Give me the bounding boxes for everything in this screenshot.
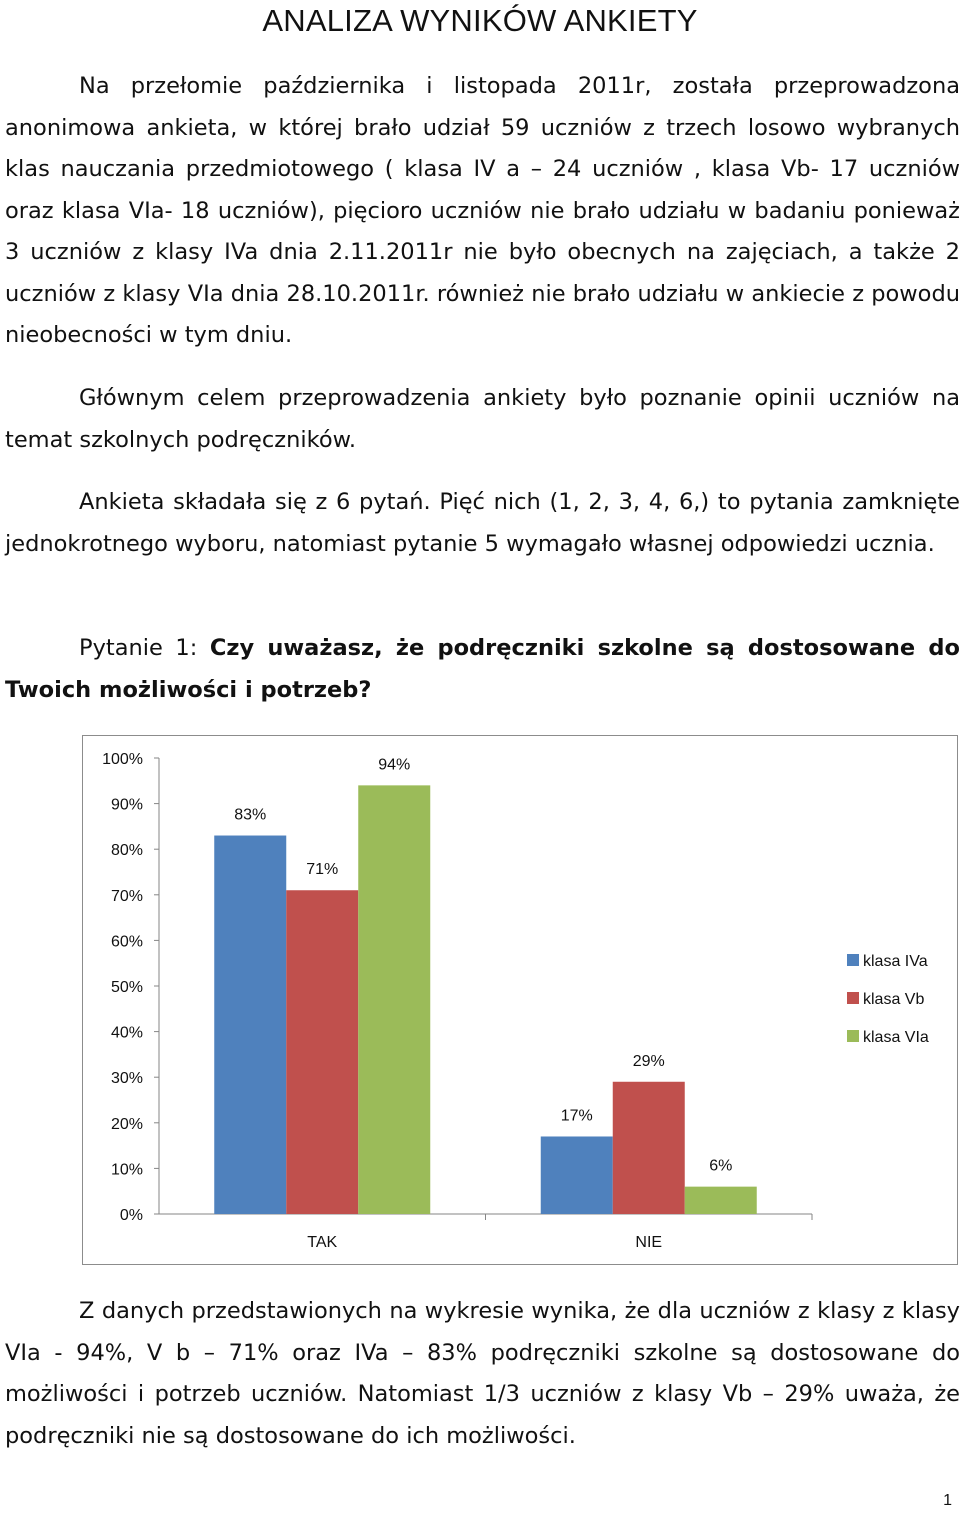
bar-nie-klasa-iva <box>541 1136 613 1214</box>
data-label: 29% <box>632 1052 665 1070</box>
y-tick-label: 40% <box>110 1024 143 1042</box>
question-1-label: Pytanie 1: <box>79 635 210 661</box>
y-tick-label: 90% <box>110 796 143 814</box>
y-tick-label: 100% <box>102 751 143 768</box>
y-tick-label: 80% <box>110 842 143 860</box>
conclusion-paragraph: Z danych przedstawionych na wykresie wynika, że dla uczniów z klasy z klasy VIa - 94%, V b – 71% oraz IVa – 83% podręczniki szkolne są dostosowane do możliwości i potrzeb uczniów. Natomiast 1/3 uczniów z klasy Vb – 29% uważa, że podręczniki nie są dostosowane do ich możliwości. <box>5 1298 960 1449</box>
legend-swatch <box>847 954 859 966</box>
intro-paragraph: Na przełomie października i listopada 2011r, została przeprowadzona anonimowa ankieta, w której brało udział 59 uczniów z trzech losowo wybranych klas nauczania przedmiotowego ( klasa IV a – 24 uczniów , klasa Vb- 17 uczniów oraz klasa VIa- 18 uczniów), pięcioro uczniów nie brało udziału w badaniu ponieważ 3 uczniów z klasy IVa dnia 2.11.2011r nie było obecnych na zajęciach, a także 2 uczniów z klasy VIa dnia 28.10.2011r. również nie brało udziału w ankiecie z powodu nieobecności w tym dniu. <box>5 73 960 348</box>
structure-paragraph: Ankieta składała się z 6 pytań. Pięć nich (1, 2, 3, 4, 6,) to pytania zamknięte jednokrotnego wyboru, natomiast pytanie 5 wymagało własnej odpowiedzi ucznia. <box>5 489 960 557</box>
x-category-label: TAK <box>307 1234 338 1251</box>
data-label: 71% <box>306 861 339 879</box>
y-tick-label: 70% <box>110 887 143 905</box>
data-label: 83% <box>234 806 267 824</box>
bar-chart <box>83 736 957 1264</box>
question-1-text: Czy uważasz, że podręczniki szkolne są dostosowane do Twoich możliwości i potrzeb? <box>5 635 960 703</box>
y-tick-label: 50% <box>110 979 143 996</box>
data-label: 94% <box>378 756 411 774</box>
legend-swatch <box>847 1030 859 1042</box>
data-label: 6% <box>709 1157 733 1175</box>
y-tick-label: 10% <box>110 1161 143 1179</box>
y-tick-label: 20% <box>110 1115 143 1133</box>
bar-nie-klasa-vb <box>613 1082 685 1214</box>
chart-frame <box>82 735 958 1265</box>
legend-label: klasa VIa <box>863 1029 929 1046</box>
y-tick-label: 30% <box>110 1070 143 1088</box>
page-title: ANALIZA WYNIKÓW ANKIETY <box>262 3 698 38</box>
legend-swatch <box>847 992 859 1004</box>
legend-label: klasa IVa <box>863 953 928 970</box>
goal-paragraph: Głównym celem przeprowadzenia ankiety było poznanie opinii uczniów na temat szkolnych podręczników. <box>5 385 960 453</box>
bar-nie-klasa-via <box>685 1187 757 1214</box>
y-tick-label: 0% <box>119 1207 143 1224</box>
legend-label: klasa Vb <box>863 991 925 1008</box>
y-tick-label: 60% <box>110 933 143 951</box>
bar-tak-klasa-vb <box>286 890 358 1214</box>
bar-tak-klasa-via <box>358 785 430 1214</box>
data-label: 17% <box>560 1107 593 1125</box>
bar-tak-klasa-iva <box>214 836 286 1214</box>
page-number: 1 <box>943 1492 952 1509</box>
x-category-label: NIE <box>635 1234 663 1251</box>
question-1-heading <box>5 628 960 711</box>
